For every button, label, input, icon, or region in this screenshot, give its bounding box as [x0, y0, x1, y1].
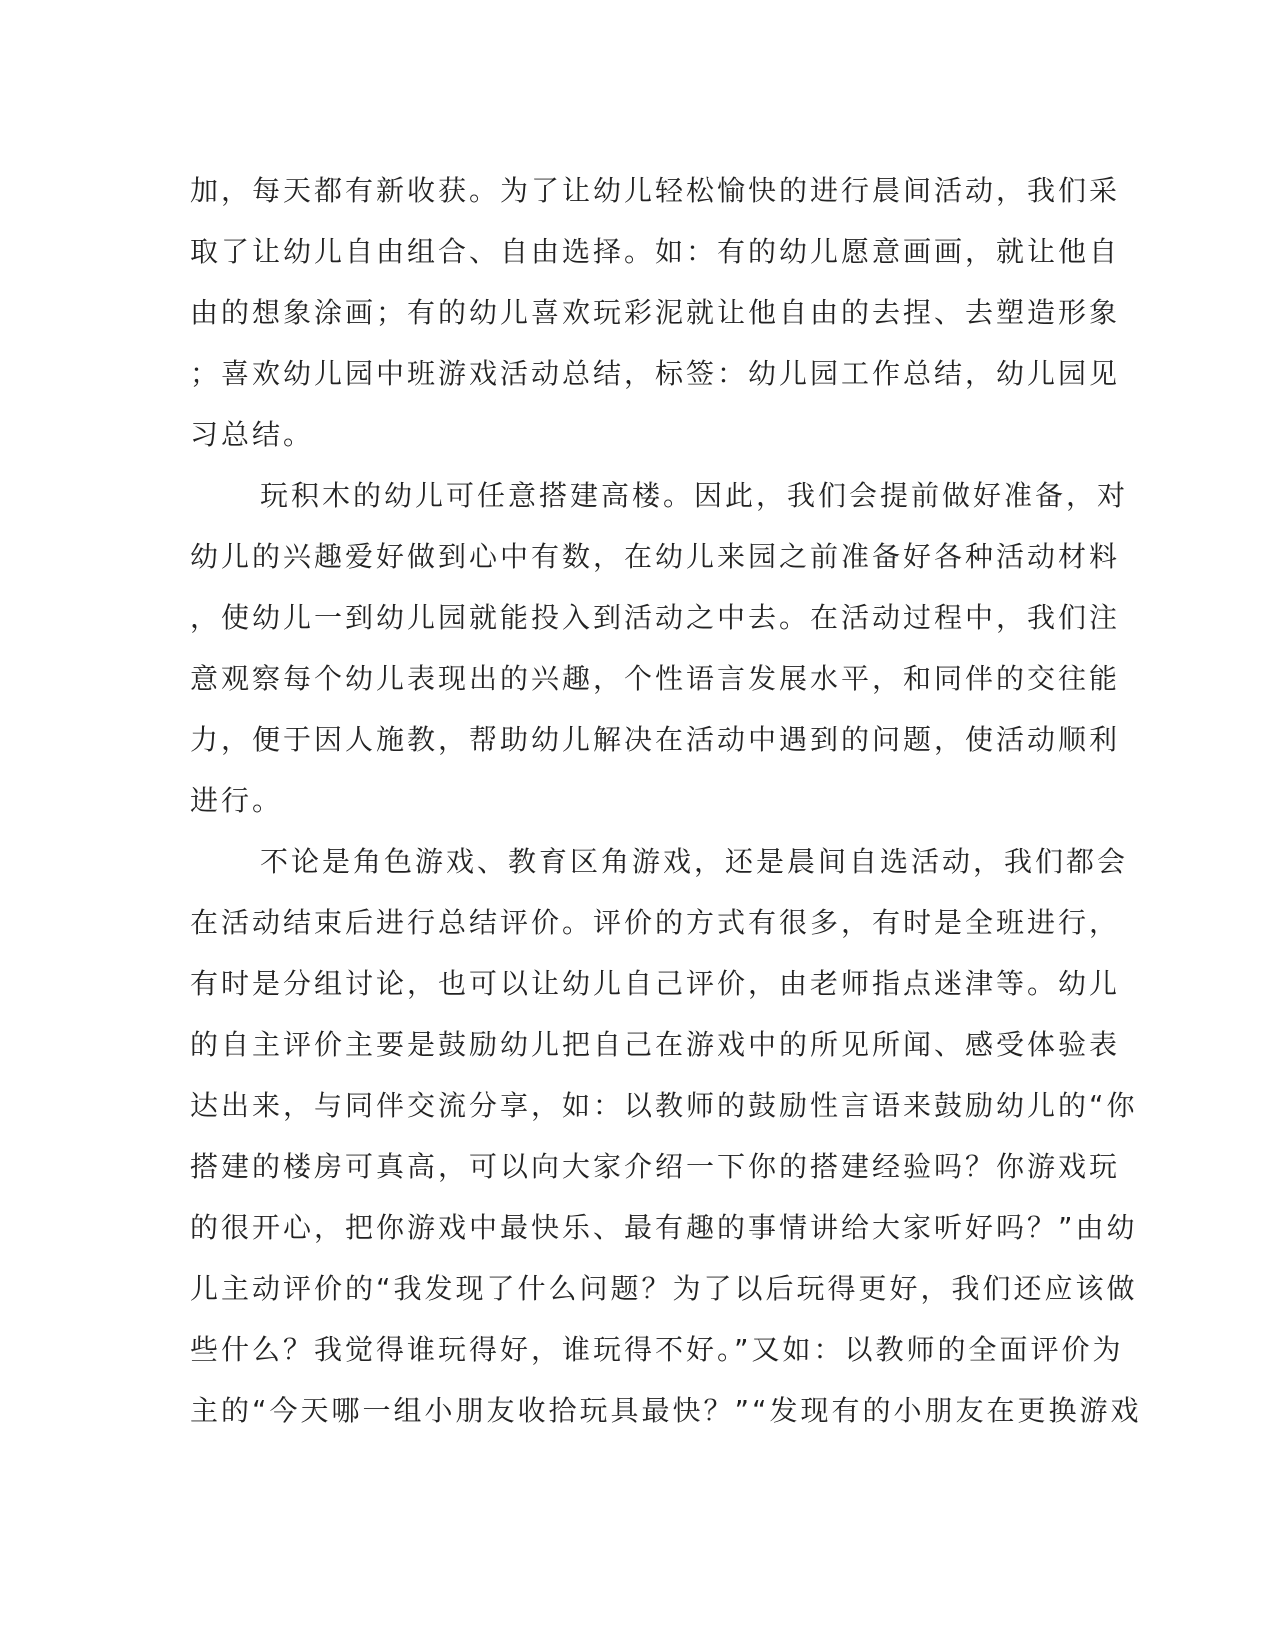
text-line: 由的想象涂画；有的幼儿喜欢玩彩泥就让他自由的去捏、去塑造形象 [190, 296, 1121, 329]
text-line: 取了让幼儿自由组合、自由选择。如：有的幼儿愿意画画，就让他自 [190, 235, 1121, 268]
text-line: ，使幼儿一到幼儿园就能投入到活动之中去。在活动过程中，我们注 [190, 601, 1121, 634]
text-line: 搭建的楼房可真高，可以向大家介绍一下你的搭建经验吗？你游戏玩 [190, 1150, 1121, 1183]
text-line: 加，每天都有新收获。为了让幼儿轻松愉快的进行晨间活动，我们采 [190, 174, 1121, 207]
text-line: 幼儿的兴趣爱好做到心中有数，在幼儿来园之前准备好各种活动材料 [190, 540, 1121, 573]
text-line: 力，便于因人施教，帮助幼儿解决在活动中遇到的问题，使活动顺利 [190, 723, 1121, 756]
text-line: 不论是角色游戏、教育区角游戏，还是晨间自选活动，我们都会 [260, 845, 1129, 878]
text-line: 儿主动评价的“我发现了什么问题？为了以后玩得更好，我们还应该做 [190, 1272, 1138, 1305]
text-line: 习总结。 [190, 418, 315, 451]
text-line: 主的“今天哪一组小朋友收拾玩具最快？”“发现有的小朋友在更换游戏 [190, 1394, 1142, 1427]
text-line: 有时是分组讨论，也可以让幼儿自己评价，由老师指点迷津等。幼儿 [190, 967, 1121, 1000]
text-line: 意观察每个幼儿表现出的兴趣，个性语言发展水平，和同伴的交往能 [190, 662, 1121, 695]
text-line: 些什么？我觉得谁玩得好，谁玩得不好。”又如：以教师的全面评价为 [190, 1333, 1124, 1366]
text-line: 玩积木的幼儿可任意搭建高楼。因此，我们会提前做好准备，对 [260, 479, 1129, 512]
text-line: ；喜欢幼儿园中班游戏活动总结，标签：幼儿园工作总结，幼儿园见 [190, 357, 1121, 390]
text-line: 在活动结束后进行总结评价。评价的方式有很多，有时是全班进行， [190, 906, 1121, 939]
body-text [190, 160, 1142, 1441]
text-line: 的自主评价主要是鼓励幼儿把自己在游戏中的所见所闻、感受体验表 [190, 1028, 1121, 1061]
text-line: 进行。 [190, 784, 284, 817]
text-line: 达出来，与同伴交流分享，如：以教师的鼓励性言语来鼓励幼儿的“你 [190, 1089, 1138, 1122]
text-line: 的很开心，把你游戏中最快乐、最有趣的事情讲给大家听好吗？”由幼 [190, 1211, 1138, 1244]
